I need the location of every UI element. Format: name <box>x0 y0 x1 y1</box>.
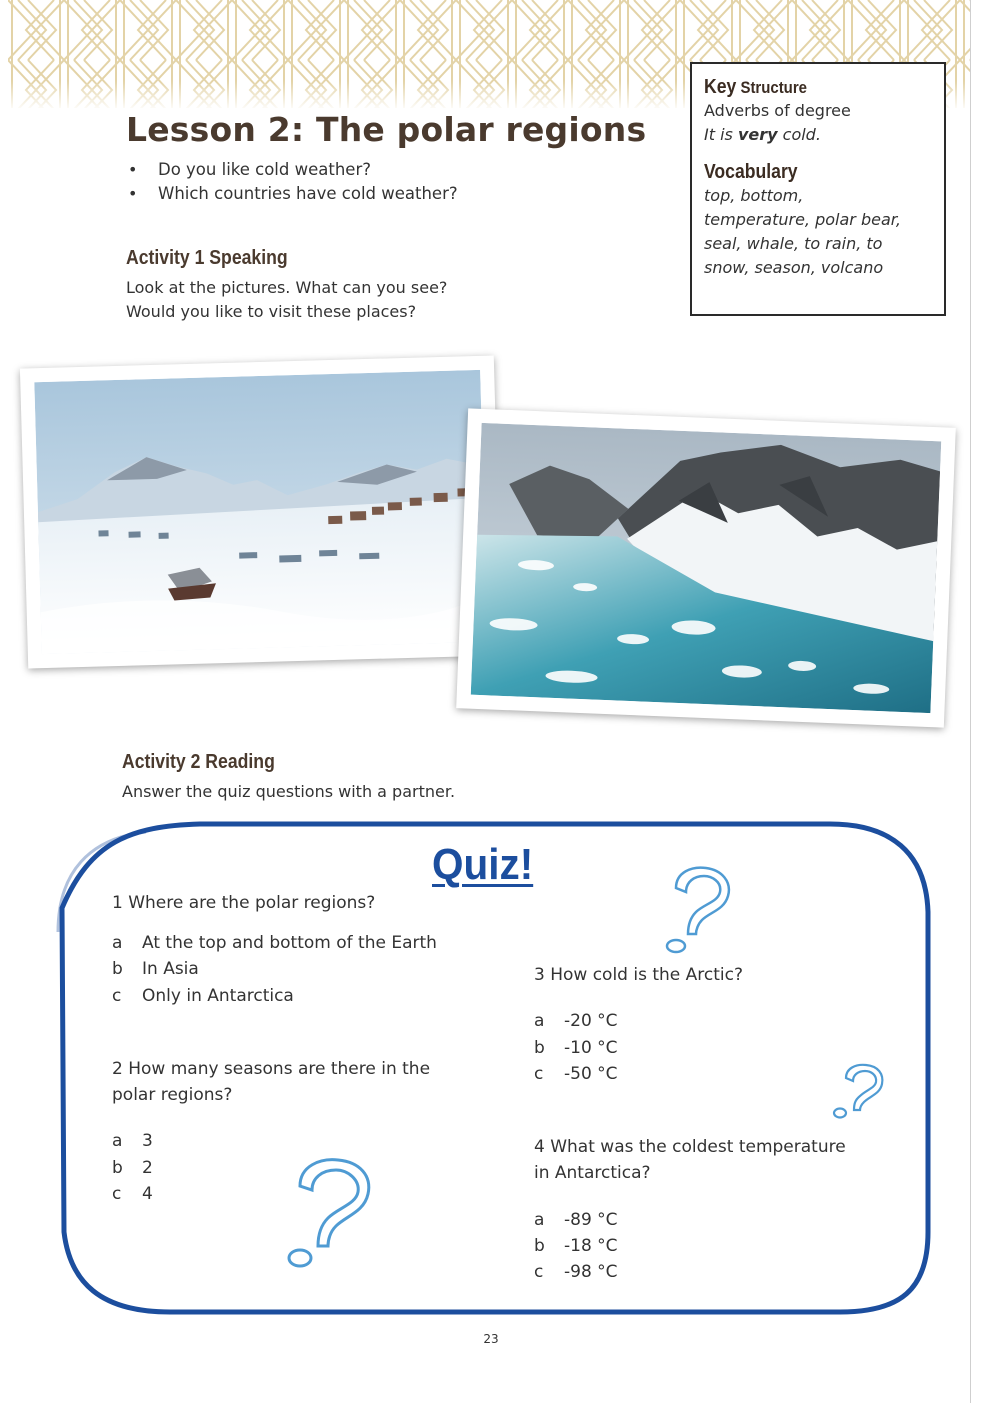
vocabulary-heading: Vocabulary <box>704 161 798 183</box>
quiz-option: b 2 <box>112 1158 153 1178</box>
quiz-option: a At the top and bottom of the Earth <box>112 933 437 953</box>
quiz-question-1: 1 Where are the polar regions? <box>112 893 376 913</box>
page-number: 23 <box>483 1332 499 1346</box>
quiz-option: b In Asia <box>112 959 199 979</box>
quiz-question-3: 3 How cold is the Arctic? <box>534 965 744 985</box>
photo-snowy-town <box>20 355 502 668</box>
quiz-option: b -18 °C <box>534 1236 618 1256</box>
question-mark-icon <box>830 1060 890 1122</box>
activity2-heading: Activity 2 Reading <box>122 750 275 773</box>
vocabulary-line: snow, season, volcano <box>704 258 884 277</box>
quiz-option: c 4 <box>112 1184 153 1204</box>
quiz-option: c -50 °C <box>534 1064 618 1084</box>
quiz-question-4: 4 What was the coldest temperature <box>534 1137 846 1157</box>
quiz-title: Quiz! <box>432 840 534 889</box>
page-title: Lesson 2: The polar regions <box>126 110 647 149</box>
quiz-option: c -98 °C <box>534 1262 618 1282</box>
quiz-option: a 3 <box>112 1131 153 1151</box>
key-structure-heading: Key Structure <box>704 76 807 98</box>
quiz-option: c Only in Antarctica <box>112 986 294 1006</box>
key-structure-box <box>690 62 946 316</box>
question-mark-icon <box>662 862 736 956</box>
vocabulary-line: temperature, polar bear, <box>704 210 901 229</box>
activity1-line: Would you like to visit these places? <box>126 302 417 321</box>
question-mark-icon <box>282 1154 378 1272</box>
activity1-line: Look at the pictures. What can you see? <box>126 278 448 297</box>
intro-question: • Which countries have cold weather? <box>128 182 458 206</box>
quiz-option: a -20 °C <box>534 1011 618 1031</box>
quiz-question-2: 2 How many seasons are there in the <box>112 1059 431 1079</box>
quiz-option: b -10 °C <box>534 1038 618 1058</box>
quiz-question-2-cont: polar regions? <box>112 1085 233 1105</box>
structure-example: It is very cold. <box>704 125 821 144</box>
quiz-question-4-cont: in Antarctica? <box>534 1163 651 1183</box>
activity2-instruction: Answer the quiz questions with a partner. <box>122 782 456 801</box>
intro-question-list <box>128 158 458 206</box>
quiz-option: a -89 °C <box>534 1210 618 1230</box>
activity1-heading: Activity 1 Speaking <box>126 246 288 269</box>
structure-description: Adverbs of degree <box>704 101 851 120</box>
intro-question: • Do you like cold weather? <box>128 158 458 182</box>
vocabulary-line: seal, whale, to rain, to <box>704 234 883 253</box>
vocabulary-line: top, bottom, <box>704 186 804 205</box>
photo-icy-fjord <box>456 408 956 727</box>
page-edge-line <box>970 0 971 1403</box>
